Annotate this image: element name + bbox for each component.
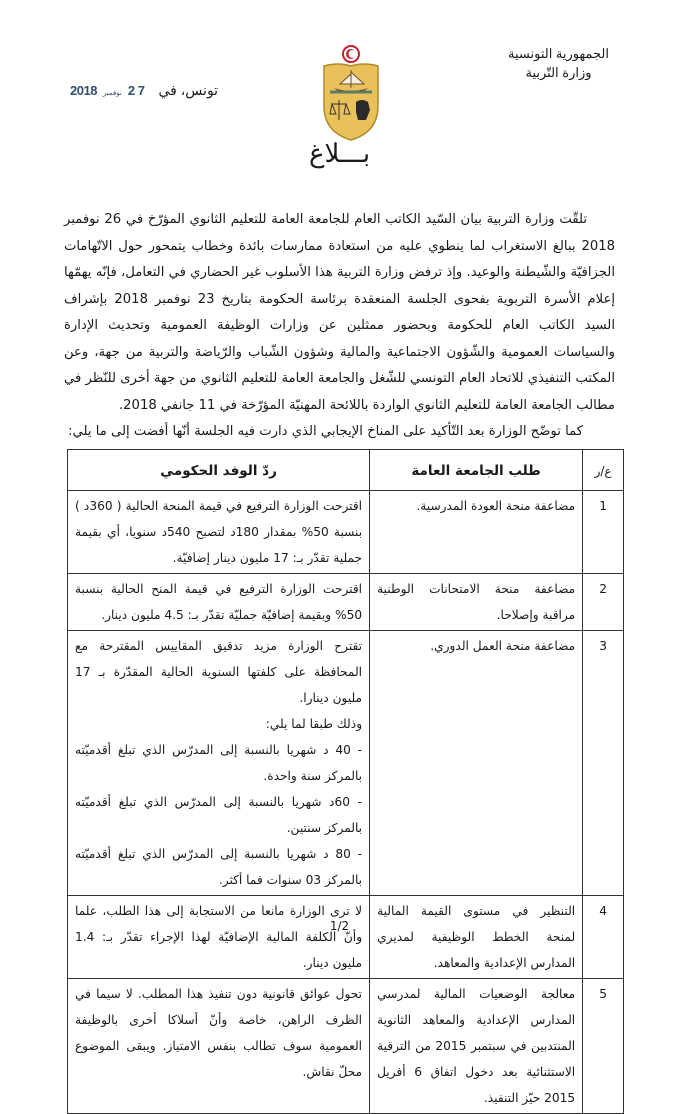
table-row (68, 631, 624, 896)
response-intro: تقترح الوزارة مزيد تدقيق المقاييس المقترحة مع المحافظة على كلفتها السنوية الحالية المقدّرة بـ 17 مليون دينارا. (75, 639, 363, 705)
row-response: تحول عوائق قانونية دون تنفيذ هذا المطلب. لا سيما في الظرف الراهن، خاصة وأنّ أسلاكا أخرى بالوظيفة العمومية سوف تطالب بنفس الامتياز. ويبقى الموضوع محلّ نقاش. (68, 979, 370, 1114)
intro-line: كما توضّح الوزارة بعد التّأكيد على المناخ الإيجابي الذي دارت فيه الجلسة أنّها أفضت إلى ما يلي: (68, 424, 583, 439)
response-item: - 60د شهريا بالنسبة إلى المدرّس الذي تبلغ أقدميّته بالمركز سنتين. (75, 795, 363, 835)
row-response: اقترحت الوزارة الترفيع في قيمة المنحة الحالية ( 360د ) بنسبة 50% بمقدار 180د لتصبح 540د سنويا، أي بقيمة جملية تقدّر بـ: 17 مليون دينار إضافيّة. (68, 491, 370, 574)
header-request: طلب الجامعة العامة (370, 450, 583, 491)
stamp-year: 2018 (70, 83, 97, 98)
stamp-month: نوفمبر (102, 90, 122, 97)
row-request: مضاعفة منحة العمل الدوري. (370, 631, 583, 896)
row-request: مضاعفة منحة العودة المدرسية. (370, 491, 583, 574)
header-num: ع/ر (583, 450, 624, 491)
coat-of-arms-icon (318, 44, 384, 144)
row-response: لا ترى الوزارة مانعا من الاستجابة إلى هذا الطلب، علما وأنّ الكلفة المالية الإضافيّة لهذا الإجراء تقدّر بـ: 1.4 مليون دينار. (68, 896, 370, 979)
row-num: 5 (583, 979, 624, 1114)
date-line (70, 82, 218, 99)
table-row (68, 491, 624, 574)
response-item: - 80 د شهريا بالنسبة إلى المدرّس الذي تبلغ أقدميّته بالمركز 03 سنوات فما أكثر. (75, 847, 363, 887)
stamp-day: 2 7 (127, 83, 145, 98)
ministry-name: وزارة التّربية (525, 65, 592, 80)
republic-name: الجمهورية التونسية (508, 46, 609, 61)
table-row (68, 574, 624, 631)
row-request: مضاعفة منحة الامتحانات الوطنية مراقبة وإصلاحا. (370, 574, 583, 631)
response-lead: وذلك طبقا لما يلي: (265, 717, 363, 731)
page-number: 1/2 (329, 919, 350, 933)
paragraph-1: تلقّت وزارة التربية بيان السّيد الكاتب العام للجامعة العامة للتعليم الثانوي المؤرّخ في 26 نوفمبر 2018 ببالغ الاستغراب لما ينطوي عليه من استعادة ممارسات بائدة وخطاب يتمحور حول الاتّهامات الجزافيّة والشّيطنة والوعيد. وإذ ترفض وزارة التربية هذا الأسلوب غير الحضاري في التعامل، فإنّه يهمّها إعلام الأسرة التربوية بفحوى الجلسة المنعقدة برئاسة الحكومة بتاريخ 23 نوفمبر 2018 بإشراف السيد الكاتب العام للحكومة وبحضور ممثلين عن وزارات الوظيفة العمومية وتحديث الإدارة والسياسات العمومية والشّؤون الاجتماعية والمالية وشؤون الشّباب والرّياضة والتربية من جهة، وعن المكتب التنفيذي للاتحاد العام التونسي للشّغل والجامعة العامة للتعليم الثانوي من جهة أخرى للنّظر في مطالب الجامعة العامة للتعليم الثانوي الواردة باللائحة المهنيّة المؤرّخة في 11 جانفي 2018. (64, 212, 615, 413)
row-num: 4 (583, 896, 624, 979)
row-request: التنظير في مستوى القيمة المالية لمنحة الخطط الوظيفية لمديري المدارس الإعدادية والمعاهد. (370, 896, 583, 979)
demands-table (67, 449, 624, 1114)
date-stamp (70, 83, 144, 98)
document-title: بـــلاغ (308, 138, 371, 168)
table-row (68, 896, 624, 979)
header-response: ردّ الوفد الحكومي (68, 450, 370, 491)
row-num: 2 (583, 574, 624, 631)
communique-body (64, 207, 615, 446)
response-item: - 40 د شهريا بالنسبة إلى المدرّس الذي تبلغ أقدميّته بالمركز سنة واحدة. (75, 743, 363, 783)
row-response (68, 631, 370, 896)
table-header-row (68, 450, 624, 491)
row-num: 1 (583, 491, 624, 574)
table-row (68, 979, 624, 1114)
row-request: معالجة الوضعيات المالية لمدرسي المدارس الإعدادية والمعاهد الثانوية المنتدبين في سبتمبر 2015 من الترقية الاستثنائية بعد دخول اتفاق 6 أفريل 2015 حيّز التنفيذ. (370, 979, 583, 1114)
letterhead (508, 44, 609, 82)
row-num: 3 (583, 631, 624, 896)
row-response: اقترحت الوزارة الترفيع في قيمة المنح الحالية بنسبة 50% وبقيمة إضافيّة جمليّة تقدّر بـ: 4.5 مليون دينار. (68, 574, 370, 631)
place-label: تونس، في (158, 82, 219, 98)
